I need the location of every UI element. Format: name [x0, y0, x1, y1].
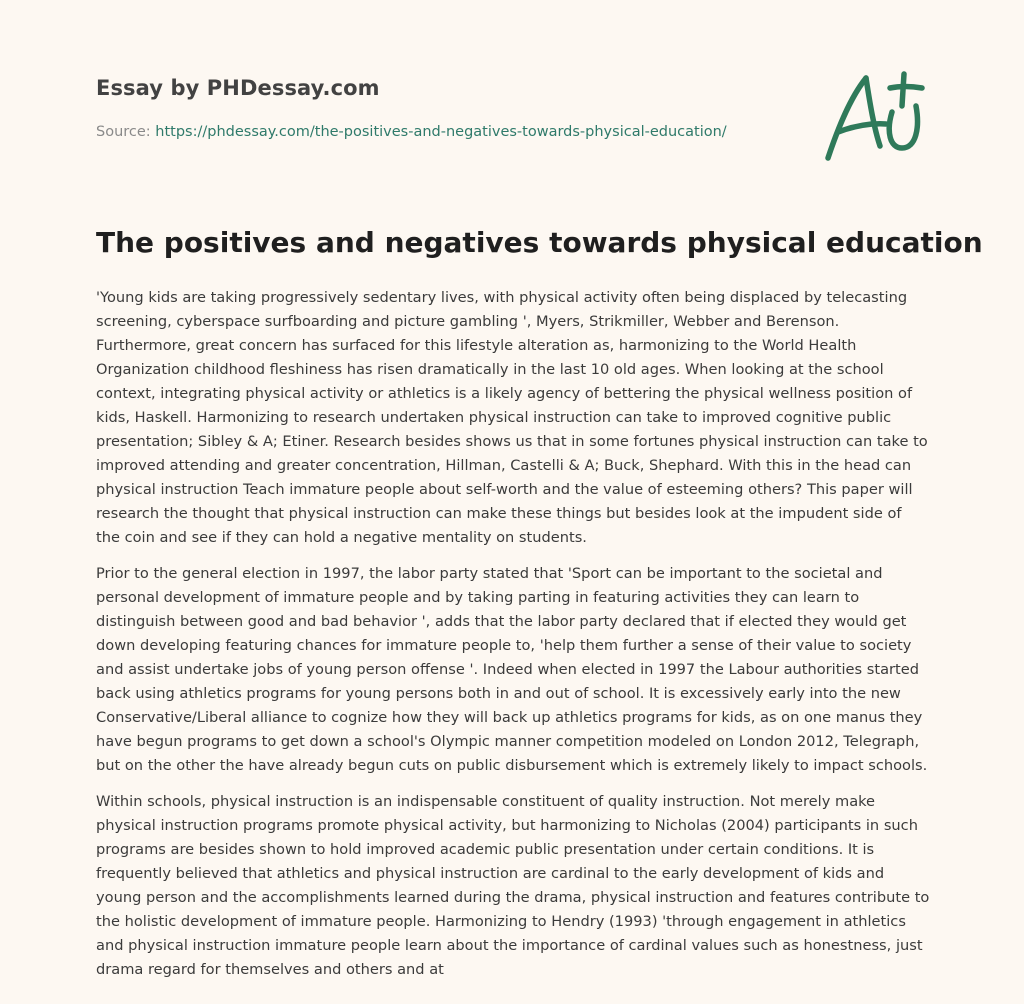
- essay-header: [96, 76, 796, 140]
- essay-paragraph: Within schools, physical instruction is an indispensable constituent of quality instruction. Not merely make physical instruction programs promote physical activity, but harmonizing to Nicholas (2004) participants in such programs are besides shown to hold improved academic public presentation under certain conditions. It is frequently believed that athletics and physical instruction are cardinal to the early development of kids and young person and the accomplishments learned during the drama, physical instruction and features contribute to the holistic development of immature people. Harmonizing to Hendry (1993) 'through engagement in athletics and physical instruction immature people learn about the importance of cardinal values such as honestness, just drama regard for themselves and others and at: [96, 793, 930, 978]
- a-plus-grade-icon: [820, 66, 930, 166]
- essay-body: [96, 286, 930, 994]
- source-label: Source:: [96, 124, 156, 140]
- source-link[interactable]: https://phdessay.com/the-positives-and-negatives-towards-physical-education/: [155, 124, 727, 140]
- essay-title: The positives and negatives towards physical education: [96, 226, 983, 259]
- essay-paragraph: 'Young kids are taking progressively sedentary lives, with physical activity often being displaced by telecasting screening, cyberspace surfboarding and picture gambling ', Myers, Strikmiller, Webber and Berenson. Furthermore, great concern has surfaced for this lifestyle alteration as, harmonizing to the World Health Organization childhood fleshiness has risen dramatically in the last 10 old ages. When looking at the school context, integrating physical activity or athletics is a likely agency of bettering the physical wellness position of kids, Haskell. Harmonizing to research undertaken physical instruction can take to improved cognitive public presentation; Sibley & A; Etiner. Research besides shows us that in some fortunes physical instruction can take to improved attending and greater concentration, Hillman, Castelli & A; Buck, Shephard. With this in the head can physical instruction Teach immature people about self-worth and the value of esteeming others? This paper will research the thought that physical instruction can make these things but besides look at the impudent side of the coin and see if they can hold a negative mentality on students.: [96, 289, 928, 546]
- essay-paragraph: Prior to the general election in 1997, the labor party stated that 'Sport can be important to the societal and personal development of immature people and by taking parting in featuring activities they can learn to distinguish between good and bad behavior ', adds that the labor party declared that if elected they would get down developing featuring chances for immature people to, 'help them further a sense of their value to society and assist undertake jobs of young person offense '. Indeed when elected in 1997 the Labour authorities started back using athletics programs for young persons both in and out of school. It is excessively early into the new Conservative/Liberal alliance to cognize how they will back up athletics programs for kids, as on one manus they have begun programs to get down a school's Olympic manner competition modeled on London 2012, Telegraph, but on the other the have already begun cuts on public disbursement which is extremely likely to impact schools.: [96, 565, 928, 774]
- site-brand: Essay by PHDessay.com: [96, 76, 380, 100]
- source-line: [96, 124, 727, 140]
